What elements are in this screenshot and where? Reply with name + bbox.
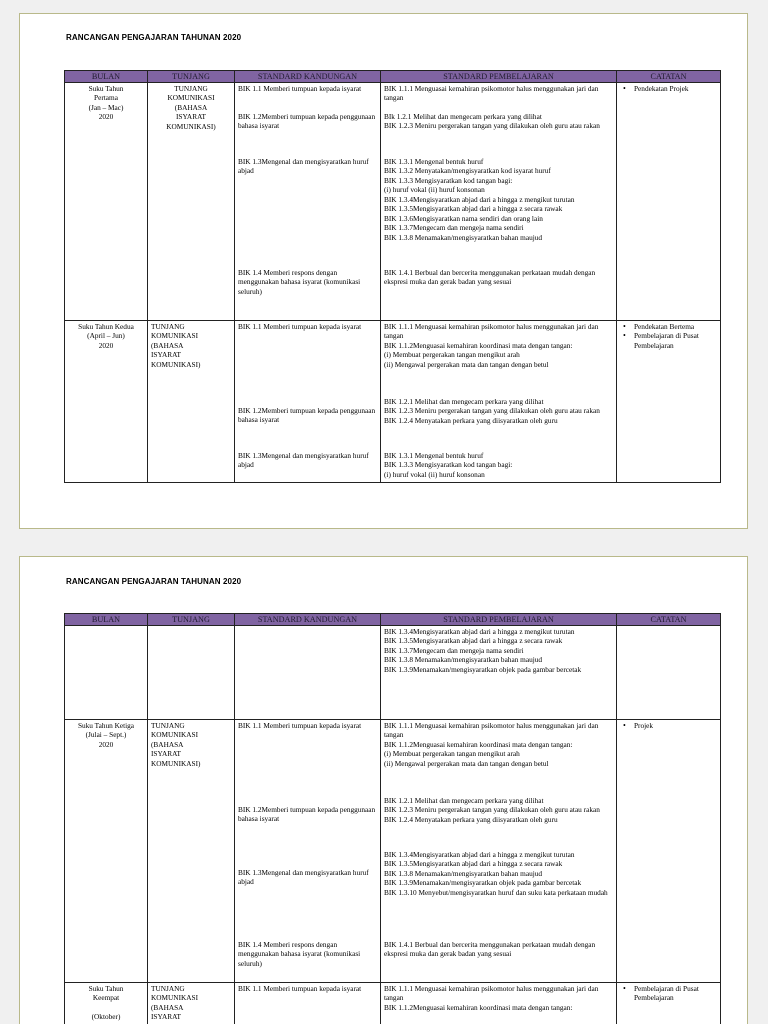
pembelajaran-group xyxy=(384,940,613,959)
pembelajaran-line: BIK 1.3.3 Mengisyaratkan kod tangan bagi: xyxy=(384,175,513,185)
tunjang-line: (BAHASA xyxy=(151,1002,184,1012)
catatan-cell xyxy=(617,626,721,720)
pembelajaran-line: BIK 1.2.3 Meniru pergerakan tangan yang dilakukan oleh guru atau rakan xyxy=(384,121,600,131)
pembelajaran-group xyxy=(384,721,613,796)
tunjang-cell xyxy=(148,983,235,1024)
bulan-line: Suku Tahun xyxy=(88,984,124,993)
pembelajaran-line: BIK 1.1.2Menguasai kemahiran koordinasi mata dengan tangan: xyxy=(384,340,573,350)
pembelajaran-line: (i) huruf vokal (ii) huruf konsonan xyxy=(384,185,485,195)
table-row xyxy=(65,983,721,1024)
pembelajaran-line: BIK 1.3.8 Menamakan/mengisyaratkan bahan maujud xyxy=(384,232,543,242)
tunjang-line: ISYARAT xyxy=(151,350,182,360)
kandungan-item: BIK 1.3Mengenal dan mengisyaratkan huruf abjad xyxy=(238,157,369,176)
bulan-line: 2020 xyxy=(98,340,114,350)
pembelajaran-cell xyxy=(381,626,617,720)
kandungan-item: BIK 1.3Mengenal dan mengisyaratkan huruf abjad xyxy=(238,868,369,887)
tunjang-line: KOMUNIKASI xyxy=(151,730,199,740)
pembelajaran-line: BIK 1.2.4 Menyatakan perkara yang diisyaratkan oleh guru xyxy=(384,814,558,824)
pembelajaran-group xyxy=(384,268,613,287)
catatan-cell xyxy=(617,321,721,483)
catatan-cell xyxy=(617,83,721,321)
pembelajaran-cell xyxy=(381,83,617,321)
tunjang-line: (BAHASA xyxy=(151,739,184,749)
table-header-row xyxy=(65,71,721,83)
pembelajaran-line: BIK 1.4.1 Berbual dan bercerita menggunakan perkataan mudah dengan ekspresi muka dan gerak badan yang sesuai xyxy=(384,268,596,287)
tunjang-line: ISYARAT xyxy=(151,749,182,759)
pembelajaran-cell xyxy=(381,983,617,1024)
column-header-standard-pembelajaran: STANDARD PEMBELAJARAN xyxy=(381,71,617,83)
pembelajaran-line: BIK 1.3.2 Menyatakan/mengisyaratkan kod isyarat huruf xyxy=(384,166,551,176)
pembelajaran-line: BIK 1.3.4Mengisyaratkan abjad dari a hingga z mengikut turutan xyxy=(384,194,575,204)
pembelajaran-line: BIK 1.2.1 Melihat dan mengecam perkara yang dilihat xyxy=(384,796,544,805)
document-page-1 xyxy=(19,13,748,529)
pembelajaran-line: BIK 1.3.3 Mengisyaratkan kod tangan bagi: xyxy=(384,460,513,470)
pembelajaran-line: BIK 1.3.5Mengisyaratkan abjad dari a hingga z secara rawak xyxy=(384,636,563,646)
plan-table xyxy=(64,613,721,1024)
pembelajaran-line: BIK 1.3.9Menamakan/mengisyaratkan objek pada gambar bercetak xyxy=(384,664,582,674)
tunjang-cell xyxy=(148,626,235,720)
tunjang-line: TUNJANG xyxy=(174,84,208,93)
tunjang-line: TUNJANG xyxy=(151,721,185,730)
kandungan-item: BIK 1.3Mengenal dan mengisyaratkan huruf abjad xyxy=(238,451,369,470)
bulan-cell xyxy=(65,626,148,720)
kandungan-cell xyxy=(235,321,381,483)
pembelajaran-line: BIK 1.2.3 Meniru pergerakan tangan yang dilakukan oleh guru atau rakan xyxy=(384,805,600,815)
tunjang-line: TUNJANG xyxy=(151,984,185,993)
pembelajaran-group xyxy=(384,157,613,268)
bulan-line: Suku Tahun xyxy=(88,84,124,93)
tunjang-line: ISYARAT xyxy=(151,1012,182,1022)
bulan-line: 2020 xyxy=(98,112,114,122)
pembelajaran-line: BIK 1.1.1 Menguasai kemahiran psikomotor halus menggunakan jari dan tangan xyxy=(384,721,599,740)
catatan-cell xyxy=(617,983,721,1024)
column-header-standard-kandungan: STANDARD KANDUNGAN xyxy=(235,614,381,626)
pembelajaran-group xyxy=(384,84,613,112)
catatan-item: • Pendekatan Projek xyxy=(620,84,717,93)
pembelajaran-group xyxy=(384,397,613,451)
kandungan-item: BIK 1.2Memberi tumpuan kepada penggunaan bahasa isyarat xyxy=(238,805,376,824)
pembelajaran-line: BIK 1.3.7Mengecam dan mengeja nama sendiri xyxy=(384,223,524,233)
kandungan-item: BIK 1.1 Memberi tumpuan kepada isyarat xyxy=(238,721,362,730)
pembelajaran-line: BIK 1.4.1 Berbual dan bercerita menggunakan perkataan mudah dengan ekspresi muka dan gerak badan yang sesuai xyxy=(384,940,596,959)
catatan-item: • Projek xyxy=(620,721,717,730)
table-row xyxy=(65,83,721,321)
pembelajaran-line: (i) huruf vokal (ii) huruf konsonan xyxy=(384,469,485,479)
kandungan-item: BIK 1.1 Memberi tumpuan kepada isyarat xyxy=(238,84,362,93)
kandungan-cell xyxy=(235,626,381,720)
pembelajaran-line: BIK 1.2.1 Melihat dan mengecam perkara yang dilihat xyxy=(384,397,544,406)
tunjang-line: KOMUNIKASI xyxy=(151,993,199,1003)
pembelajaran-group xyxy=(384,322,613,397)
column-header-standard-pembelajaran: STANDARD PEMBELAJARAN xyxy=(381,614,617,626)
tunjang-line: KOMUNIKASI) xyxy=(166,121,216,131)
column-header-bulan: BULAN xyxy=(65,71,148,83)
bulan-line: 2020 xyxy=(98,739,114,749)
kandungan-item: BIK 1.1 Memberi tumpuan kepada isyarat xyxy=(238,984,362,993)
pembelajaran-line: BIK 1.3.6Mengisyaratkan nama sendiri dan orang lain xyxy=(384,213,543,223)
table-row xyxy=(65,626,721,720)
kandungan-cell xyxy=(235,983,381,1024)
kandungan-item: BIK 1.4 Memberi respons dengan menggunakan bahasa isyarat (komunikasi seluruh) xyxy=(238,940,361,968)
pembelajaran-line: BIK 1.3.8 Menamakan/mengisyaratkan bahan maujud xyxy=(384,868,543,878)
kandungan-item: BIK 1.4 Memberi respons dengan menggunakan bahasa isyarat (komunikasi seluruh) xyxy=(238,268,361,296)
tunjang-cell xyxy=(148,720,235,983)
pembelajaran-group xyxy=(384,796,613,850)
tunjang-line: KOMUNIKASI xyxy=(167,93,215,103)
plan-table xyxy=(64,70,721,483)
table-row xyxy=(65,321,721,483)
bulan-line: Suku Tahun Kedua xyxy=(78,322,134,331)
bulan-cell xyxy=(65,321,148,483)
bulan-line: Suku Tahun Ketiga xyxy=(77,721,135,730)
pembelajaran-group xyxy=(384,451,613,479)
column-header-standard-kandungan: STANDARD KANDUNGAN xyxy=(235,71,381,83)
bulan-cell xyxy=(65,83,148,321)
kandungan-cell xyxy=(235,720,381,983)
column-header-tunjang: TUNJANG xyxy=(148,71,235,83)
pembelajaran-line: (i) Membuat pergerakan tangan mengikut arah xyxy=(384,749,520,759)
pembelajaran-line: BIK 1.3.10 Menyebut/mengisyaratkan huruf dan suku kata perkataan mudah xyxy=(384,887,608,897)
bulan-line: (Julai – Sept.) xyxy=(85,730,127,740)
tunjang-line: (BAHASA xyxy=(174,102,208,112)
pembelajaran-line: BIK 1.1.2Menguasai kemahiran koordinasi mata dengan tangan: xyxy=(384,739,573,749)
pembelajaran-line: BIK 1.3.4Mengisyaratkan abjad dari a hingga z mengikut turutan xyxy=(384,627,575,636)
pembelajaran-cell xyxy=(381,321,617,483)
tunjang-line: KOMUNIKASI) xyxy=(151,359,201,369)
pembelajaran-line: BIK 1.3.7Mengecam dan mengeja nama sendiri xyxy=(384,645,524,655)
pembelajaran-line: BIK 1.3.5Mengisyaratkan abjad dari a hingga z secara rawak xyxy=(384,859,563,869)
tunjang-line: KOMUNIKASI) xyxy=(151,758,201,768)
tunjang-line: ISYARAT xyxy=(175,112,206,122)
pembelajaran-cell xyxy=(381,720,617,983)
catatan-cell xyxy=(617,720,721,983)
tunjang-cell xyxy=(148,321,235,483)
table-row xyxy=(65,720,721,983)
pembelajaran-line: BIK 1.3.8 Menamakan/mengisyaratkan bahan maujud xyxy=(384,655,543,665)
kandungan-cell xyxy=(235,83,381,321)
pembelajaran-line: BIK 1.3.1 Mengenal bentuk huruf xyxy=(384,451,484,460)
pembelajaran-line: BIK 1.3.4Mengisyaratkan abjad dari a hingga z mengikut turutan xyxy=(384,850,575,859)
pembelajaran-line: BIK 1.3.5Mengisyaratkan abjad dari a hingga z secara rawak xyxy=(384,204,563,214)
pembelajaran-line: (ii) Mengawal pergerakan mata dan tangan dengan betul xyxy=(384,359,549,369)
pembelajaran-line: BIK 1.3.1 Mengenal bentuk huruf xyxy=(384,157,484,166)
bulan-line: (Jan – Mac) xyxy=(88,102,124,112)
pembelajaran-line: BIK 1.2.3 Meniru pergerakan tangan yang dilakukan oleh guru atau rakan xyxy=(384,406,600,416)
pembelajaran-line: BIK 1.3.9Menamakan/mengisyaratkan objek pada gambar bercetak xyxy=(384,878,582,888)
catatan-item: • Pendekatan Bertema xyxy=(620,322,717,331)
table-header-row xyxy=(65,614,721,626)
tunjang-line: KOMUNIKASI xyxy=(151,331,199,341)
pembelajaran-line: (ii) Mengawal pergerakan mata dan tangan dengan betul xyxy=(384,758,549,768)
column-header-bulan: BULAN xyxy=(65,614,148,626)
bulan-line xyxy=(68,1003,144,1012)
bulan-cell xyxy=(65,983,148,1024)
bulan-cell xyxy=(65,720,148,983)
pembelajaran-line: (i) Membuat pergerakan tangan mengikut arah xyxy=(384,350,520,360)
pembelajaran-group xyxy=(384,112,613,157)
pembelajaran-line: BIK 1.1.1 Menguasai kemahiran psikomotor halus menggunakan jari dan tangan xyxy=(384,322,599,341)
tunjang-cell xyxy=(148,83,235,321)
column-header-catatan: CATATAN xyxy=(617,71,721,83)
column-header-catatan: CATATAN xyxy=(617,614,721,626)
document-page-2 xyxy=(19,556,748,1024)
pembelajaran-line: BIK 1.1.1 Menguasai kemahiran psikomotor halus menggunakan jari dan tangan xyxy=(384,84,599,103)
pembelajaran-line: BIK 1.2.4 Menyatakan perkara yang diisyaratkan oleh guru xyxy=(384,415,558,425)
pembelajaran-line: BIk 1.2.1 Melihat dan mengecam perkara yang dilihat xyxy=(384,112,542,121)
catatan-item: • Pembelajaran di Pusat Pembelajaran xyxy=(620,984,717,1003)
catatan-item: • Pembelajaran di Pusat Pembelajaran xyxy=(620,331,717,350)
bulan-line: Pertama xyxy=(94,93,118,103)
page-title: RANCANGAN PENGAJARAN TAHUNAN 2020 xyxy=(66,577,242,586)
bulan-line: Keempat xyxy=(92,993,120,1003)
tunjang-line: TUNJANG xyxy=(151,322,185,331)
pembelajaran-group xyxy=(384,850,613,940)
pembelajaran-line: BIK 1.1.2Menguasai kemahiran koordinasi mata dengan tangan: xyxy=(384,1002,573,1012)
column-header-tunjang: TUNJANG xyxy=(148,614,235,626)
pembelajaran-line: BIK 1.1.1 Menguasai kemahiran psikomotor halus menggunakan jari dan tangan xyxy=(384,984,599,1003)
bulan-line: (April – Jun) xyxy=(87,331,125,341)
kandungan-item: BIK 1.2Memberi tumpuan kepada penggunaan bahasa isyarat xyxy=(238,112,376,131)
kandungan-item: BIK 1.1 Memberi tumpuan kepada isyarat xyxy=(238,322,362,331)
page-title: RANCANGAN PENGAJARAN TAHUNAN 2020 xyxy=(66,33,242,42)
kandungan-item: BIK 1.2Memberi tumpuan kepada penggunaan bahasa isyarat xyxy=(238,406,376,425)
tunjang-line: (BAHASA xyxy=(151,340,184,350)
bulan-line: (Oktober) xyxy=(91,1011,121,1021)
